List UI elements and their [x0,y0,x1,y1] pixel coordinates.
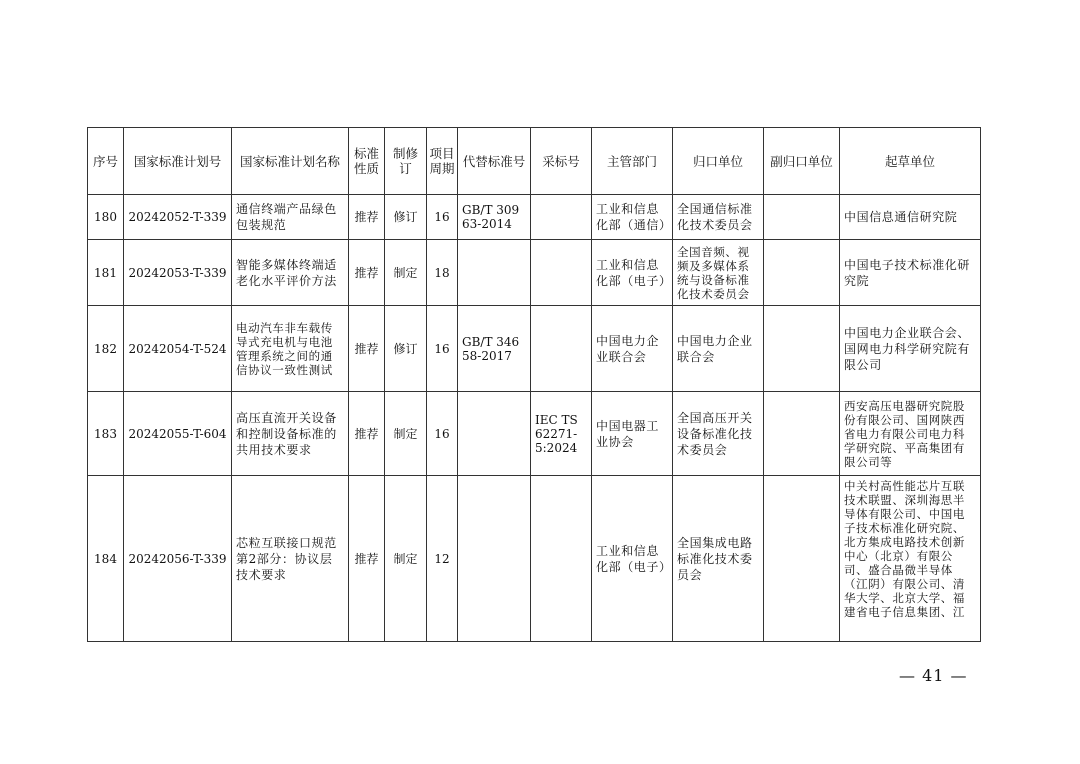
cell-drafter: 中国电力企业联合会、国网电力科学研究院有限公司 [840,306,981,392]
cell-revision: 制定 [385,240,427,306]
cell-adopt [531,240,592,306]
cell-dept: 中国电器工业协会 [592,392,673,476]
cell-adopt [531,195,592,240]
cell-dept: 中国电力企业联合会 [592,306,673,392]
header-plan-name: 国家标准计划名称 [232,128,349,195]
cell-nature: 推荐 [349,306,385,392]
cell-revision: 修订 [385,195,427,240]
header-dept: 主管部门 [592,128,673,195]
header-nature: 标准性质 [349,128,385,195]
cell-plan-name: 高压直流开关设备和控制设备标准的共用技术要求 [232,392,349,476]
header-period: 项目周期 [427,128,458,195]
cell-plan-name: 芯粒互联接口规范 第2部分：协议层技术要求 [232,476,349,642]
cell-seq: 183 [88,392,124,476]
cell-plan-no: 20242054-T-524 [124,306,232,392]
cell-dept: 工业和信息化部（电子） [592,476,673,642]
cell-replace [458,476,531,642]
cell-revision: 制定 [385,476,427,642]
cell-plan-no: 20242052-T-339 [124,195,232,240]
table-row [88,195,981,240]
cell-owner: 全国集成电路标准化技术委员会 [673,476,764,642]
cell-owner: 全国音频、视频及多媒体系统与设备标准化技术委员会 [673,240,764,306]
cell-period: 16 [427,392,458,476]
cell-co-owner [764,392,840,476]
cell-seq: 184 [88,476,124,642]
cell-drafter [840,476,981,642]
cell-owner: 全国高压开关设备标准化技术委员会 [673,392,764,476]
cell-nature: 推荐 [349,240,385,306]
header-replace: 代替标准号 [458,128,531,195]
cell-period: 18 [427,240,458,306]
cell-period: 16 [427,195,458,240]
cell-owner: 全国通信标准化技术委员会 [673,195,764,240]
cell-nature: 推荐 [349,195,385,240]
cell-seq: 180 [88,195,124,240]
header-revision: 制修订 [385,128,427,195]
drafter-text: 中关村高性能芯片互联技术联盟、深圳海思半导体有限公司、中国电子技术标准化研究院、北方集成电路技术创新中心（北京）有限公司、盛合晶微半导体（江阴）有限公司、清华大学、北京大学、福建省电子信息集团、江 [844,478,965,619]
cell-adopt: IEC TS 62271-5:2024 [531,392,592,476]
cell-plan-no: 20242053-T-339 [124,240,232,306]
cell-replace: GB/T 34658-2017 [458,306,531,392]
cell-drafter: 中国电子技术标准化研究院 [840,240,981,306]
table-row [88,240,981,306]
cell-co-owner [764,195,840,240]
cell-plan-name: 通信终端产品绿色包装规范 [232,195,349,240]
cell-nature: 推荐 [349,392,385,476]
cell-seq: 181 [88,240,124,306]
table-row [88,392,981,476]
standards-plan-table [87,127,981,642]
cell-plan-name: 智能多媒体终端适老化水平评价方法 [232,240,349,306]
header-owner: 归口单位 [673,128,764,195]
cell-co-owner [764,476,840,642]
table-row [88,306,981,392]
cell-period: 16 [427,306,458,392]
header-co-owner: 副归口单位 [764,128,840,195]
cell-adopt [531,306,592,392]
cell-co-owner [764,306,840,392]
cell-plan-name: 电动汽车非车载传导式充电机与电池管理系统之间的通信协议一致性测试 [232,306,349,392]
cell-owner: 中国电力企业联合会 [673,306,764,392]
cell-revision: 制定 [385,392,427,476]
cell-plan-no: 20242056-T-339 [124,476,232,642]
cell-replace [458,392,531,476]
cell-drafter: 西安高压电器研究院股份有限公司、国网陕西省电力有限公司电力科学研究院、平高集团有限公司等 [840,392,981,476]
header-drafter: 起草单位 [840,128,981,195]
cell-co-owner [764,240,840,306]
header-adopt: 采标号 [531,128,592,195]
cell-adopt [531,476,592,642]
cell-replace: GB/T 30963-2014 [458,195,531,240]
table-header-row [88,128,981,195]
cell-revision: 修订 [385,306,427,392]
table-row [88,476,981,642]
cell-dept: 工业和信息化部（电子） [592,240,673,306]
cell-period: 12 [427,476,458,642]
cell-replace [458,240,531,306]
cell-seq: 182 [88,306,124,392]
cell-dept: 工业和信息化部（通信） [592,195,673,240]
page-number: — 41 — [899,666,968,685]
cell-plan-no: 20242055-T-604 [124,392,232,476]
cell-drafter: 中国信息通信研究院 [840,195,981,240]
header-plan-no: 国家标准计划号 [124,128,232,195]
cell-nature: 推荐 [349,476,385,642]
header-seq: 序号 [88,128,124,195]
